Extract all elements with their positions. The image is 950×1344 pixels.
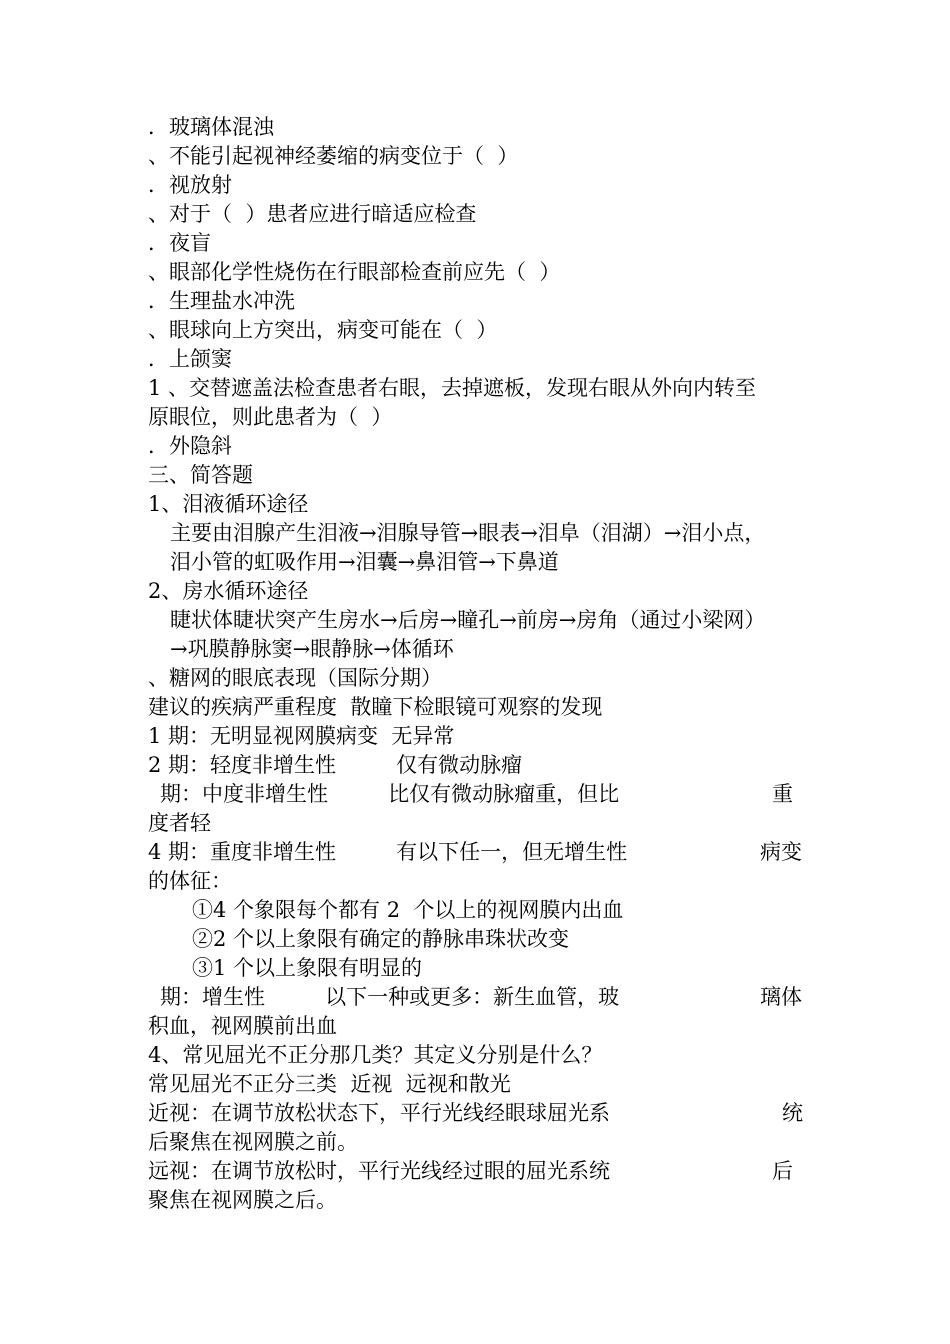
table-header-line: 建议的疾病严重程度 散瞳下检眼镜可观察的发现 [148, 695, 603, 719]
question-heading: 1、泪液循环途径 [148, 492, 309, 516]
answer-line: ．上颌窦 [148, 347, 232, 371]
stage-line: 2 期：轻度非增生性 仅有微动脉瘤 [148, 753, 523, 777]
answer-line: ．生理盐水冲洗 [148, 289, 295, 313]
answer-line: 远视：在调节放松时，平行光线经过眼的屈光系统 [148, 1159, 610, 1183]
answer-line: 近视：在调节放松状态下，平行光线经眼球屈光系 [148, 1101, 610, 1125]
question-heading: 、糖网的眼底表现（国际分期） [148, 666, 442, 690]
answer-line-tail: 统 [782, 1101, 803, 1125]
answer-line: ．外隐斜 [148, 434, 232, 458]
question-heading: 4、常见屈光不正分那几类？其定义分别是什么？ [148, 1043, 603, 1067]
stage-line-tail: 重 [772, 782, 793, 806]
stage-line: 期：增生性 以下一种或更多：新生血管，玻 [160, 985, 620, 1009]
answer-line: ．夜盲 [148, 231, 211, 255]
answer-line: 泪小管的虹吸作用→泪囊→鼻泪管→下鼻道 [170, 550, 559, 574]
criteria-line: ③1 个以上象限有明显的 [192, 956, 423, 980]
answer-line: 后聚焦在视网膜之前。 [148, 1130, 358, 1154]
question-line: 、眼球向上方突出，病变可能在（ ） [148, 318, 498, 342]
stage-line-tail: 病变 [760, 840, 802, 864]
question-line: 原眼位，则此患者为（ ） [148, 405, 393, 429]
criteria-line: ①4 个象限每个都有 2 个以上的视网膜内出血 [192, 898, 624, 922]
stage-line: 4 期：重度非增生性 有以下任一，但无增生性 [148, 840, 628, 864]
question-line: 1 、交替遮盖法检查患者右眼，去掉遮板，发现右眼从外向内转至 [148, 376, 757, 400]
stage-line: 1 期：无明显视网膜病变 无异常 [148, 724, 455, 748]
stage-line: 积血，视网膜前出血 [148, 1014, 337, 1038]
answer-line: 常见屈光不正分三类 近视 远视和散光 [148, 1072, 511, 1096]
stage-line: 度者轻 [148, 811, 211, 835]
answer-line: 聚焦在视网膜之后。 [148, 1188, 337, 1212]
question-line: 、对于（ ）患者应进行暗适应检查 [148, 202, 477, 226]
answer-line-tail: 后 [772, 1159, 793, 1183]
stage-line-tail: 璃体 [760, 985, 802, 1009]
answer-line: ．视放射 [148, 173, 232, 197]
answer-line: 主要由泪腺产生泪液→泪腺导管→眼表→泪阜（泪湖）→泪小点， [170, 521, 766, 545]
section-heading: 三、简答题 [148, 463, 253, 487]
stage-line: 的体征： [148, 869, 232, 893]
question-line: 、眼部化学性烧伤在行眼部检查前应先（ ） [148, 260, 561, 284]
answer-line: 睫状体睫状突产生房水→后房→瞳孔→前房→房角（通过小梁网） [170, 608, 766, 632]
stage-line: 期：中度非增生性 比仅有微动脉瘤重，但比 [160, 782, 620, 806]
criteria-line: ②2 个以上象限有确定的静脉串珠状改变 [192, 927, 570, 951]
answer-line: →巩膜静脉窦→眼静脉→体循环 [170, 637, 454, 661]
answer-line: ．玻璃体混浊 [148, 115, 274, 139]
question-line: 、不能引起视神经萎缩的病变位于（ ） [148, 144, 519, 168]
question-heading: 2、房水循环途径 [148, 579, 309, 603]
